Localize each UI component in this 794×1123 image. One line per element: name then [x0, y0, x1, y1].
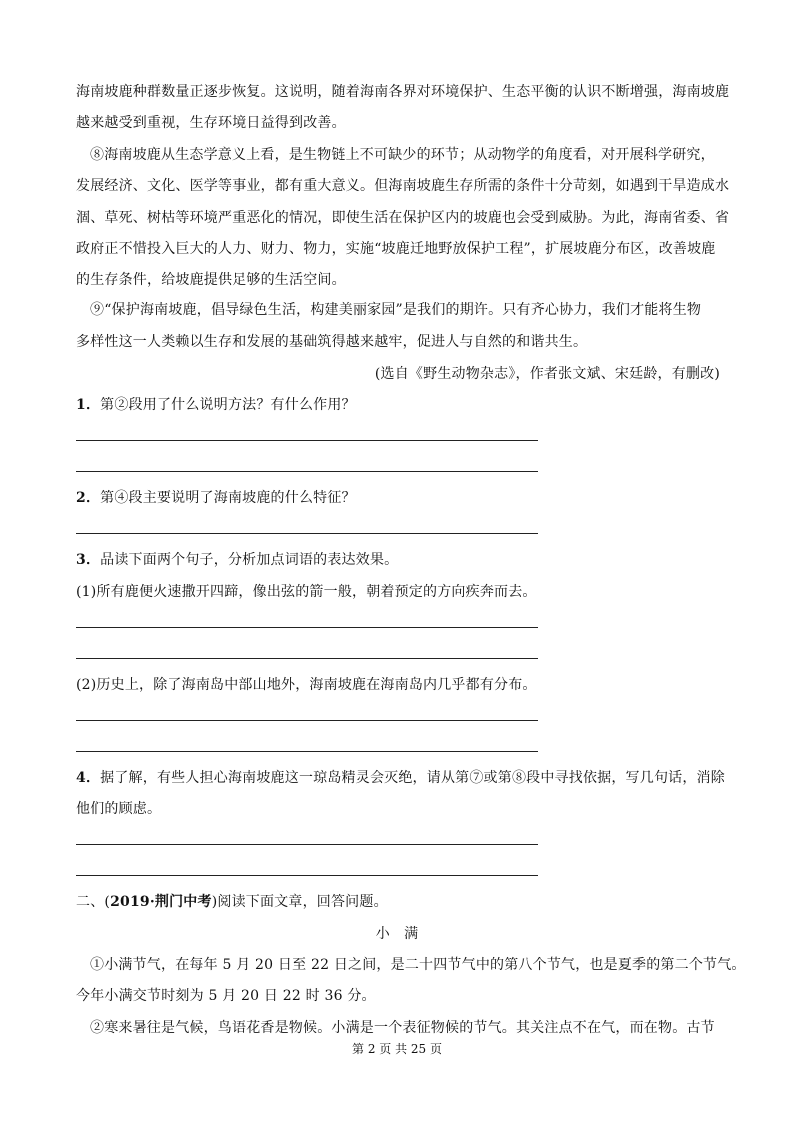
question-4-line-2: 他们的顾虑。: [76, 801, 162, 817]
question-2: [76, 488, 722, 508]
answer-line[interactable]: [76, 533, 538, 534]
question-text: 第②段用了什么说明方法？有什么作用？: [100, 397, 356, 413]
article-line: ②寒来暑往是气候，鸟语花香是物候。小满是一个表征物候的节气。其关注点不在气，而在物。古节: [90, 1020, 715, 1036]
article-line: ①小满节气，在每年 5 月 20 日至 22 日之间，是二十四节气中的第八个节气，也是夏季的第二个节气。: [90, 957, 746, 973]
answer-line[interactable]: [76, 751, 538, 752]
answer-line[interactable]: [76, 440, 538, 441]
section-2-heading: [76, 892, 722, 912]
answer-line[interactable]: [76, 844, 538, 845]
answer-line[interactable]: [76, 875, 538, 876]
article-title: 小 满: [375, 926, 419, 942]
section-source: 2019·荆门中考: [110, 894, 212, 910]
question-text: 据了解，有些人担心海南坡鹿这一琼岛精灵会灭绝，请从第⑦或第⑧段中寻找依据，写几句话，消除: [100, 770, 725, 786]
passage-line: 政府正不惜投入巨大的人力、财力、物力，实施“坡鹿迁地野放保护工程”，扩展坡鹿分布区，改善坡鹿: [76, 241, 716, 257]
answer-line[interactable]: [76, 658, 538, 659]
paragraph-8-line: ⑧海南坡鹿从生态学意义上看，是生物链上不可缺少的环节；从动物学的角度看，对开展科学研究，: [90, 147, 715, 163]
passage-line: 涸、草死、树枯等环境严重恶化的情况，即使生活在保护区内的坡鹿也会受到威胁。为此，海南省委、省: [76, 210, 730, 226]
section-suffix: )阅读下面文章，回答问题。: [211, 894, 388, 910]
question-number: 2．: [76, 490, 101, 506]
question-3-sub-1: (1)所有鹿便火速撒开四蹄，像出弦的箭一般，朝着预定的方向疾奔而去。: [76, 584, 537, 600]
answer-line[interactable]: [76, 471, 538, 472]
question-4: [76, 768, 725, 788]
question-number: 3．: [76, 552, 101, 568]
question-number: 1．: [76, 397, 101, 413]
question-text: 品读下面两个句子，分析加点词语的表达效果。: [100, 552, 399, 568]
question-number: 4．: [76, 770, 101, 786]
answer-line[interactable]: [76, 720, 538, 721]
question-text: 第④段主要说明了海南坡鹿的什么特征？: [100, 490, 356, 506]
passage-line: 越来越受到重视，生存环境日益得到改善。: [76, 115, 346, 131]
passage-line: 的生存条件，给坡鹿提供足够的生活空间。: [76, 272, 346, 288]
passage-line: 发展经济、文化、医学等事业，都有重大意义。但海南坡鹿生存所需的条件十分苛刻，如遇到干旱造成水: [76, 178, 730, 194]
article-line: 今年小满交节时刻为 5 月 20 日 22 时 36 分。: [76, 988, 376, 1004]
question-3-sub-2: (2)历史上，除了海南岛中部山地外，海南坡鹿在海南岛内几乎都有分布。: [76, 677, 537, 693]
answer-line[interactable]: [76, 627, 538, 628]
section-prefix: 二、(: [76, 894, 111, 910]
passage-source: (选自《野生动物杂志》，作者张文斌、宋廷龄，有删改): [374, 366, 720, 382]
passage-line: 多样性这一人类赖以生存和发展的基础筑得越来越牢，促进人与自然的和谐共生。: [76, 334, 588, 350]
page-footer: 第 2 页 共 25 页: [352, 1042, 442, 1056]
passage-line: 海南坡鹿种群数量正逐步恢复。这说明，随着海南各界对环境保护、生态平衡的认识不断增强，海南坡鹿: [76, 84, 730, 100]
question-3: [76, 550, 722, 570]
question-1: [76, 395, 722, 415]
paragraph-9-line: ⑨“保护海南坡鹿，倡导绿色生活，构建美丽家园”是我们的期许。只有齐心协力，我们才能将生物: [90, 302, 702, 318]
